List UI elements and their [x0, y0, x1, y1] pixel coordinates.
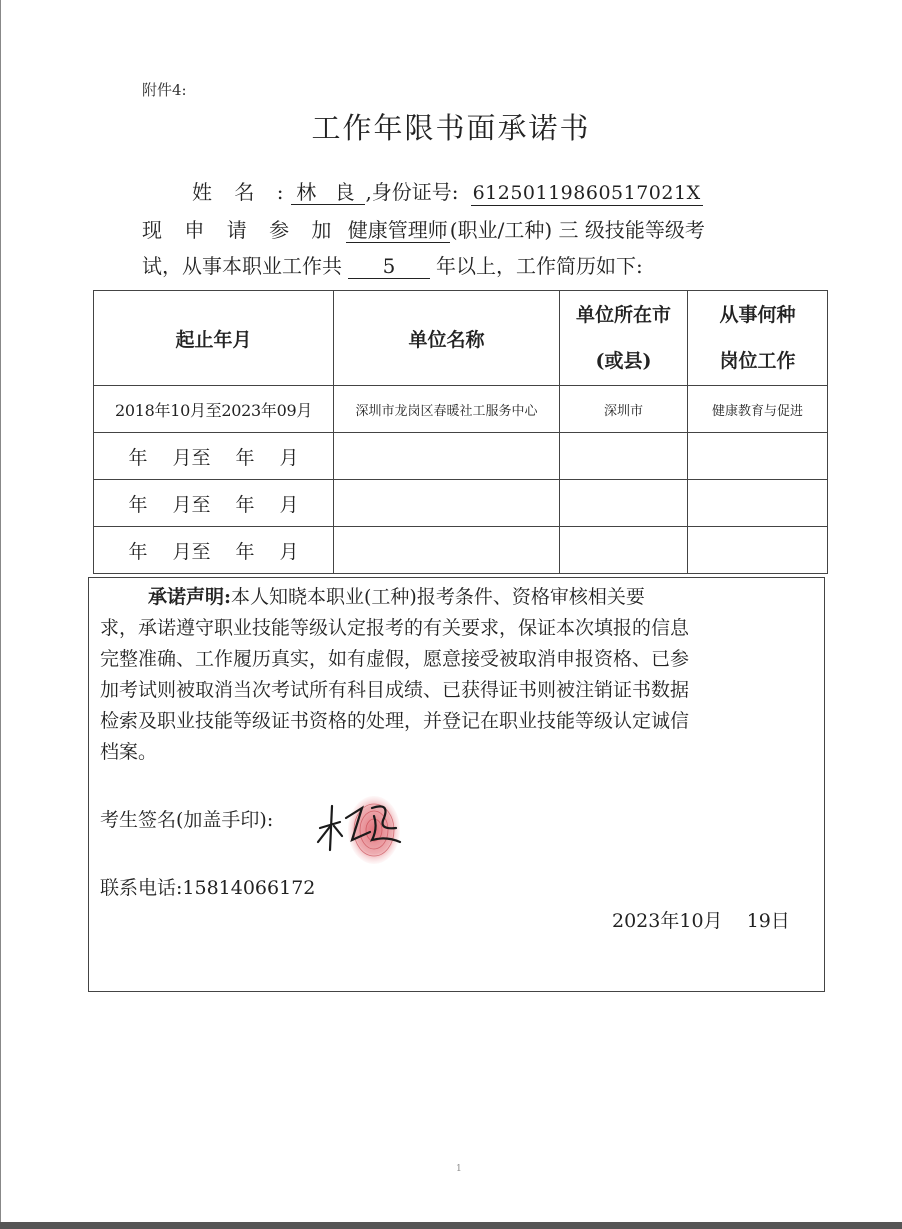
page-edge-bottom	[0, 1222, 902, 1229]
header-city-line2: (或县)	[595, 350, 652, 372]
years-suffix: 年以上，工作简历如下:	[436, 254, 643, 278]
phone-label: 联系电话:	[100, 877, 183, 899]
years-value: 5	[348, 254, 430, 279]
cell-period: 2018年10月至2023年09月	[94, 386, 334, 433]
header-post-line2: 岗位工作	[719, 350, 796, 372]
cell-unit: 深圳市龙岗区春暖社工服务中心	[334, 386, 560, 433]
name-label: 姓 名 :	[192, 180, 292, 204]
apply-suffix: (职业/工种) 三 级技能等级考	[449, 218, 705, 242]
header-unit: 单位名称	[334, 291, 560, 386]
declaration-line-1: 本人知晓本职业(工种)报考条件、资格审核相关要	[231, 586, 645, 608]
apply-prefix: 现 申 请 参 加	[142, 218, 340, 242]
declaration-line-6: 档案。	[100, 741, 158, 763]
table-row-blank	[94, 480, 828, 527]
table-row-blank	[94, 433, 828, 480]
page-edge-left	[0, 0, 1, 1229]
apply-job: 健康管理师	[347, 218, 448, 242]
header-period: 起止年月	[94, 291, 334, 386]
signature-fingerprint-image	[312, 788, 412, 873]
declaration-line-5: 检索及职业技能等级证书资格的处理，并登记在职业技能等级认定诚信	[100, 710, 690, 732]
table-row	[94, 386, 828, 433]
declaration-line-2: 求，承诺遵守职业技能等级认定报考的有关要求，保证本次填报的信息	[100, 617, 690, 639]
work-history-table	[93, 290, 828, 574]
declaration-heading: 承诺声明:	[148, 586, 232, 608]
signing-date: 2023年10月 19日	[612, 910, 790, 932]
cell-period-blank: 年 月至 年 月	[94, 527, 334, 574]
phone-value: 15814066172	[182, 877, 316, 899]
signature-label: 考生签名(加盖手印):	[100, 809, 274, 831]
years-line	[142, 250, 643, 279]
cell-post: 健康教育与促进	[688, 386, 828, 433]
cell-period-blank: 年 月至 年 月	[94, 480, 334, 527]
annex-label: 附件4:	[142, 81, 187, 99]
name-value: 林 良	[291, 180, 365, 205]
page-number: 1	[456, 1164, 462, 1174]
apply-line	[142, 214, 705, 243]
declaration-line-3: 完整准确、工作履历真实，如有虚假，愿意接受被取消申报资格、已参	[100, 648, 690, 670]
phone-line	[100, 873, 315, 900]
header-post-line1: 从事何种	[719, 304, 796, 326]
declaration-text	[100, 582, 800, 768]
declaration-line-4: 加考试则被取消当次考试所有科目成绩、已获得证书则被注销证书数据	[100, 679, 690, 701]
document-title: 工作年限书面承诺书	[311, 111, 591, 145]
header-city	[560, 291, 688, 386]
table-row-blank	[94, 527, 828, 574]
years-prefix: 试，从事本职业工作共	[142, 254, 342, 278]
id-value: 61250119860517021X	[472, 182, 701, 204]
cell-city: 深圳市	[560, 386, 688, 433]
id-label: ,身份证号:	[365, 180, 459, 204]
cell-period-blank: 年 月至 年 月	[94, 433, 334, 480]
header-post	[688, 291, 828, 386]
header-city-line1: 单位所在市	[575, 304, 671, 326]
table-header-row	[94, 291, 828, 386]
name-line	[192, 176, 703, 206]
